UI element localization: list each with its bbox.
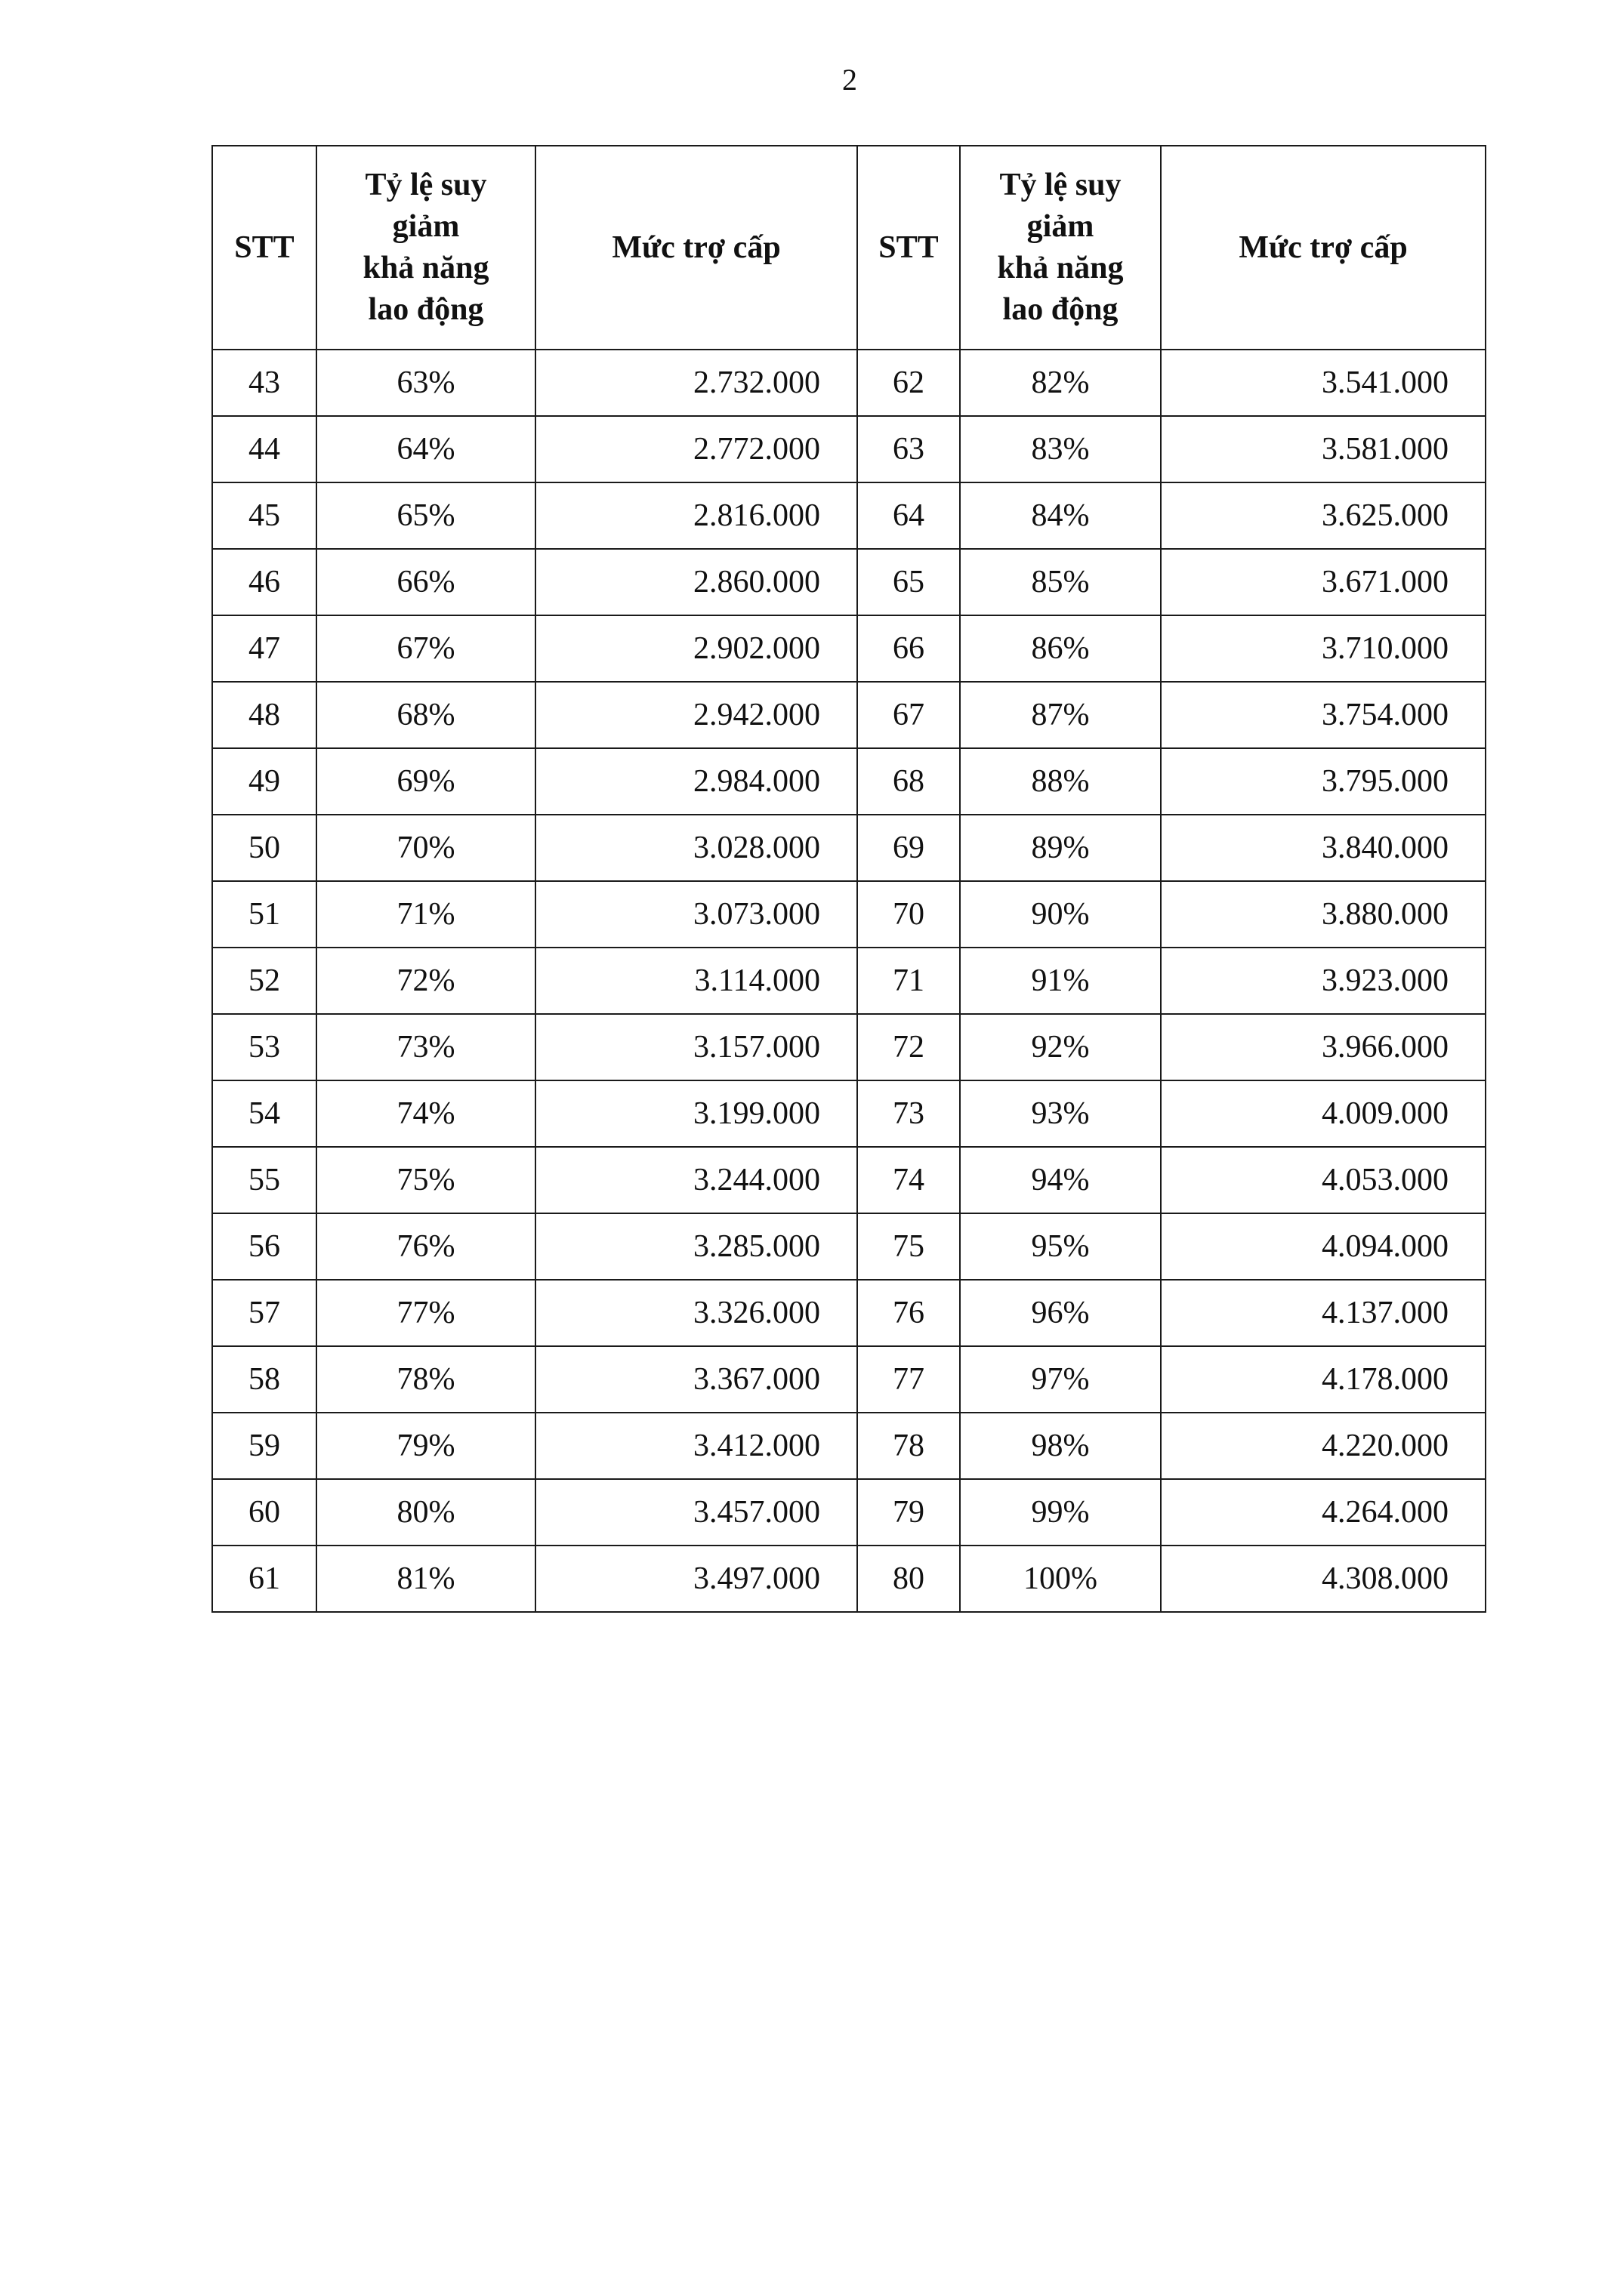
benefit-table: [211, 145, 1486, 1613]
cell-amount-right: 3.671.000: [1161, 549, 1486, 615]
cell-amount-left: 3.497.000: [535, 1546, 857, 1612]
cell-rate-right: 89%: [960, 815, 1161, 881]
cell-stt-right: 78: [857, 1413, 960, 1479]
cell-amount-left: 3.199.000: [535, 1080, 857, 1147]
cell-rate-right: 92%: [960, 1014, 1161, 1080]
cell-stt-right: 77: [857, 1346, 960, 1413]
cell-amount-left: 2.902.000: [535, 615, 857, 682]
table-row: [212, 1280, 1486, 1346]
table-row: [212, 350, 1486, 416]
cell-rate-left: 65%: [316, 482, 535, 549]
cell-stt-left: 57: [212, 1280, 316, 1346]
cell-amount-left: 2.942.000: [535, 682, 857, 748]
header-amount-left: Mức trợ cấp: [535, 146, 857, 350]
cell-stt-left: 48: [212, 682, 316, 748]
cell-rate-left: 72%: [316, 948, 535, 1014]
cell-stt-right: 76: [857, 1280, 960, 1346]
table-row: [212, 815, 1486, 881]
cell-rate-right: 99%: [960, 1479, 1161, 1546]
cell-amount-right: 4.053.000: [1161, 1147, 1486, 1213]
cell-stt-left: 54: [212, 1080, 316, 1147]
cell-stt-right: 64: [857, 482, 960, 549]
header-rate-line: lao động: [368, 292, 484, 327]
cell-stt-right: 79: [857, 1479, 960, 1546]
cell-stt-right: 75: [857, 1213, 960, 1280]
cell-amount-right: 3.754.000: [1161, 682, 1486, 748]
table-row: [212, 416, 1486, 482]
table-row: [212, 1413, 1486, 1479]
cell-amount-left: 3.073.000: [535, 881, 857, 948]
cell-rate-right: 83%: [960, 416, 1161, 482]
table-row: [212, 881, 1486, 948]
cell-stt-left: 52: [212, 948, 316, 1014]
header-rate-line: Tỷ lệ suy: [365, 168, 487, 202]
cell-rate-left: 77%: [316, 1280, 535, 1346]
cell-rate-right: 97%: [960, 1346, 1161, 1413]
cell-rate-right: 85%: [960, 549, 1161, 615]
cell-rate-left: 66%: [316, 549, 535, 615]
cell-amount-right: 3.581.000: [1161, 416, 1486, 482]
cell-amount-right: 3.880.000: [1161, 881, 1486, 948]
cell-rate-right: 94%: [960, 1147, 1161, 1213]
table-body: [212, 350, 1486, 1612]
cell-amount-right: 4.264.000: [1161, 1479, 1486, 1546]
table-header: [212, 146, 1486, 350]
table-row: [212, 615, 1486, 682]
table-row: [212, 1014, 1486, 1080]
cell-rate-left: 78%: [316, 1346, 535, 1413]
cell-amount-left: 3.285.000: [535, 1213, 857, 1280]
cell-amount-right: 3.923.000: [1161, 948, 1486, 1014]
cell-amount-right: 4.220.000: [1161, 1413, 1486, 1479]
cell-rate-left: 64%: [316, 416, 535, 482]
header-rate-left: [316, 146, 535, 350]
cell-amount-left: 3.412.000: [535, 1413, 857, 1479]
cell-amount-right: 3.710.000: [1161, 615, 1486, 682]
table-row: [212, 1479, 1486, 1546]
cell-amount-left: 3.114.000: [535, 948, 857, 1014]
cell-stt-left: 43: [212, 350, 316, 416]
cell-amount-right: 4.094.000: [1161, 1213, 1486, 1280]
cell-rate-right: 86%: [960, 615, 1161, 682]
table-row: [212, 1346, 1486, 1413]
cell-stt-right: 70: [857, 881, 960, 948]
cell-amount-left: 3.244.000: [535, 1147, 857, 1213]
cell-stt-right: 72: [857, 1014, 960, 1080]
cell-amount-right: 3.840.000: [1161, 815, 1486, 881]
table-row: [212, 748, 1486, 815]
cell-rate-right: 98%: [960, 1413, 1161, 1479]
cell-amount-right: 3.541.000: [1161, 350, 1486, 416]
cell-rate-left: 79%: [316, 1413, 535, 1479]
cell-rate-left: 68%: [316, 682, 535, 748]
header-rate-line: Tỷ lệ suy: [999, 168, 1122, 202]
cell-rate-right: 84%: [960, 482, 1161, 549]
cell-stt-right: 65: [857, 549, 960, 615]
cell-amount-left: 2.816.000: [535, 482, 857, 549]
cell-stt-right: 62: [857, 350, 960, 416]
cell-rate-right: 95%: [960, 1213, 1161, 1280]
cell-amount-right: 3.966.000: [1161, 1014, 1486, 1080]
cell-stt-left: 55: [212, 1147, 316, 1213]
table-row: [212, 549, 1486, 615]
cell-amount-left: 3.367.000: [535, 1346, 857, 1413]
header-rate-line: khả năng: [363, 251, 489, 285]
table-row: [212, 482, 1486, 549]
cell-stt-right: 71: [857, 948, 960, 1014]
cell-rate-right: 93%: [960, 1080, 1161, 1147]
cell-amount-right: 4.137.000: [1161, 1280, 1486, 1346]
cell-amount-left: 2.732.000: [535, 350, 857, 416]
table-row: [212, 1080, 1486, 1147]
cell-rate-right: 87%: [960, 682, 1161, 748]
cell-rate-left: 74%: [316, 1080, 535, 1147]
cell-stt-right: 66: [857, 615, 960, 682]
cell-rate-left: 69%: [316, 748, 535, 815]
cell-amount-left: 3.157.000: [535, 1014, 857, 1080]
cell-rate-right: 100%: [960, 1546, 1161, 1612]
table-row: [212, 1546, 1486, 1612]
cell-amount-left: 3.028.000: [535, 815, 857, 881]
header-stt-left: STT: [212, 146, 316, 350]
cell-stt-left: 59: [212, 1413, 316, 1479]
cell-rate-right: 90%: [960, 881, 1161, 948]
cell-rate-left: 73%: [316, 1014, 535, 1080]
cell-stt-left: 56: [212, 1213, 316, 1280]
cell-amount-left: 3.457.000: [535, 1479, 857, 1546]
cell-rate-left: 63%: [316, 350, 535, 416]
cell-stt-right: 68: [857, 748, 960, 815]
cell-rate-left: 80%: [316, 1479, 535, 1546]
table-row: [212, 1213, 1486, 1280]
cell-rate-right: 82%: [960, 350, 1161, 416]
cell-rate-right: 96%: [960, 1280, 1161, 1346]
cell-stt-left: 44: [212, 416, 316, 482]
cell-rate-left: 70%: [316, 815, 535, 881]
cell-stt-right: 73: [857, 1080, 960, 1147]
cell-stt-left: 45: [212, 482, 316, 549]
header-stt-right: STT: [857, 146, 960, 350]
cell-amount-left: 3.326.000: [535, 1280, 857, 1346]
cell-stt-right: 67: [857, 682, 960, 748]
cell-amount-right: 4.178.000: [1161, 1346, 1486, 1413]
cell-stt-right: 69: [857, 815, 960, 881]
cell-stt-left: 51: [212, 881, 316, 948]
cell-stt-left: 60: [212, 1479, 316, 1546]
header-rate-line: lao động: [1002, 292, 1119, 327]
header-rate-right: [960, 146, 1161, 350]
header-rate-line: giảm: [392, 209, 460, 244]
header-rate-line: khả năng: [997, 251, 1124, 285]
cell-rate-left: 76%: [316, 1213, 535, 1280]
cell-stt-left: 50: [212, 815, 316, 881]
cell-rate-left: 75%: [316, 1147, 535, 1213]
table-row: [212, 1147, 1486, 1213]
page-number: 2: [842, 63, 857, 97]
cell-stt-left: 53: [212, 1014, 316, 1080]
cell-stt-left: 61: [212, 1546, 316, 1612]
cell-stt-right: 80: [857, 1546, 960, 1612]
cell-stt-right: 74: [857, 1147, 960, 1213]
table-row: [212, 682, 1486, 748]
cell-stt-right: 63: [857, 416, 960, 482]
cell-rate-right: 91%: [960, 948, 1161, 1014]
cell-amount-left: 2.984.000: [535, 748, 857, 815]
table-row: [212, 948, 1486, 1014]
cell-stt-left: 46: [212, 549, 316, 615]
cell-amount-right: 3.795.000: [1161, 748, 1486, 815]
cell-amount-left: 2.772.000: [535, 416, 857, 482]
cell-rate-left: 67%: [316, 615, 535, 682]
cell-stt-left: 58: [212, 1346, 316, 1413]
header-amount-right: Mức trợ cấp: [1161, 146, 1486, 350]
cell-stt-left: 49: [212, 748, 316, 815]
cell-rate-left: 81%: [316, 1546, 535, 1612]
cell-rate-right: 88%: [960, 748, 1161, 815]
cell-amount-right: 3.625.000: [1161, 482, 1486, 549]
cell-rate-left: 71%: [316, 881, 535, 948]
cell-amount-right: 4.009.000: [1161, 1080, 1486, 1147]
cell-amount-right: 4.308.000: [1161, 1546, 1486, 1612]
cell-amount-left: 2.860.000: [535, 549, 857, 615]
header-rate-line: giảm: [1026, 209, 1094, 244]
header-row: [212, 146, 1486, 350]
cell-stt-left: 47: [212, 615, 316, 682]
